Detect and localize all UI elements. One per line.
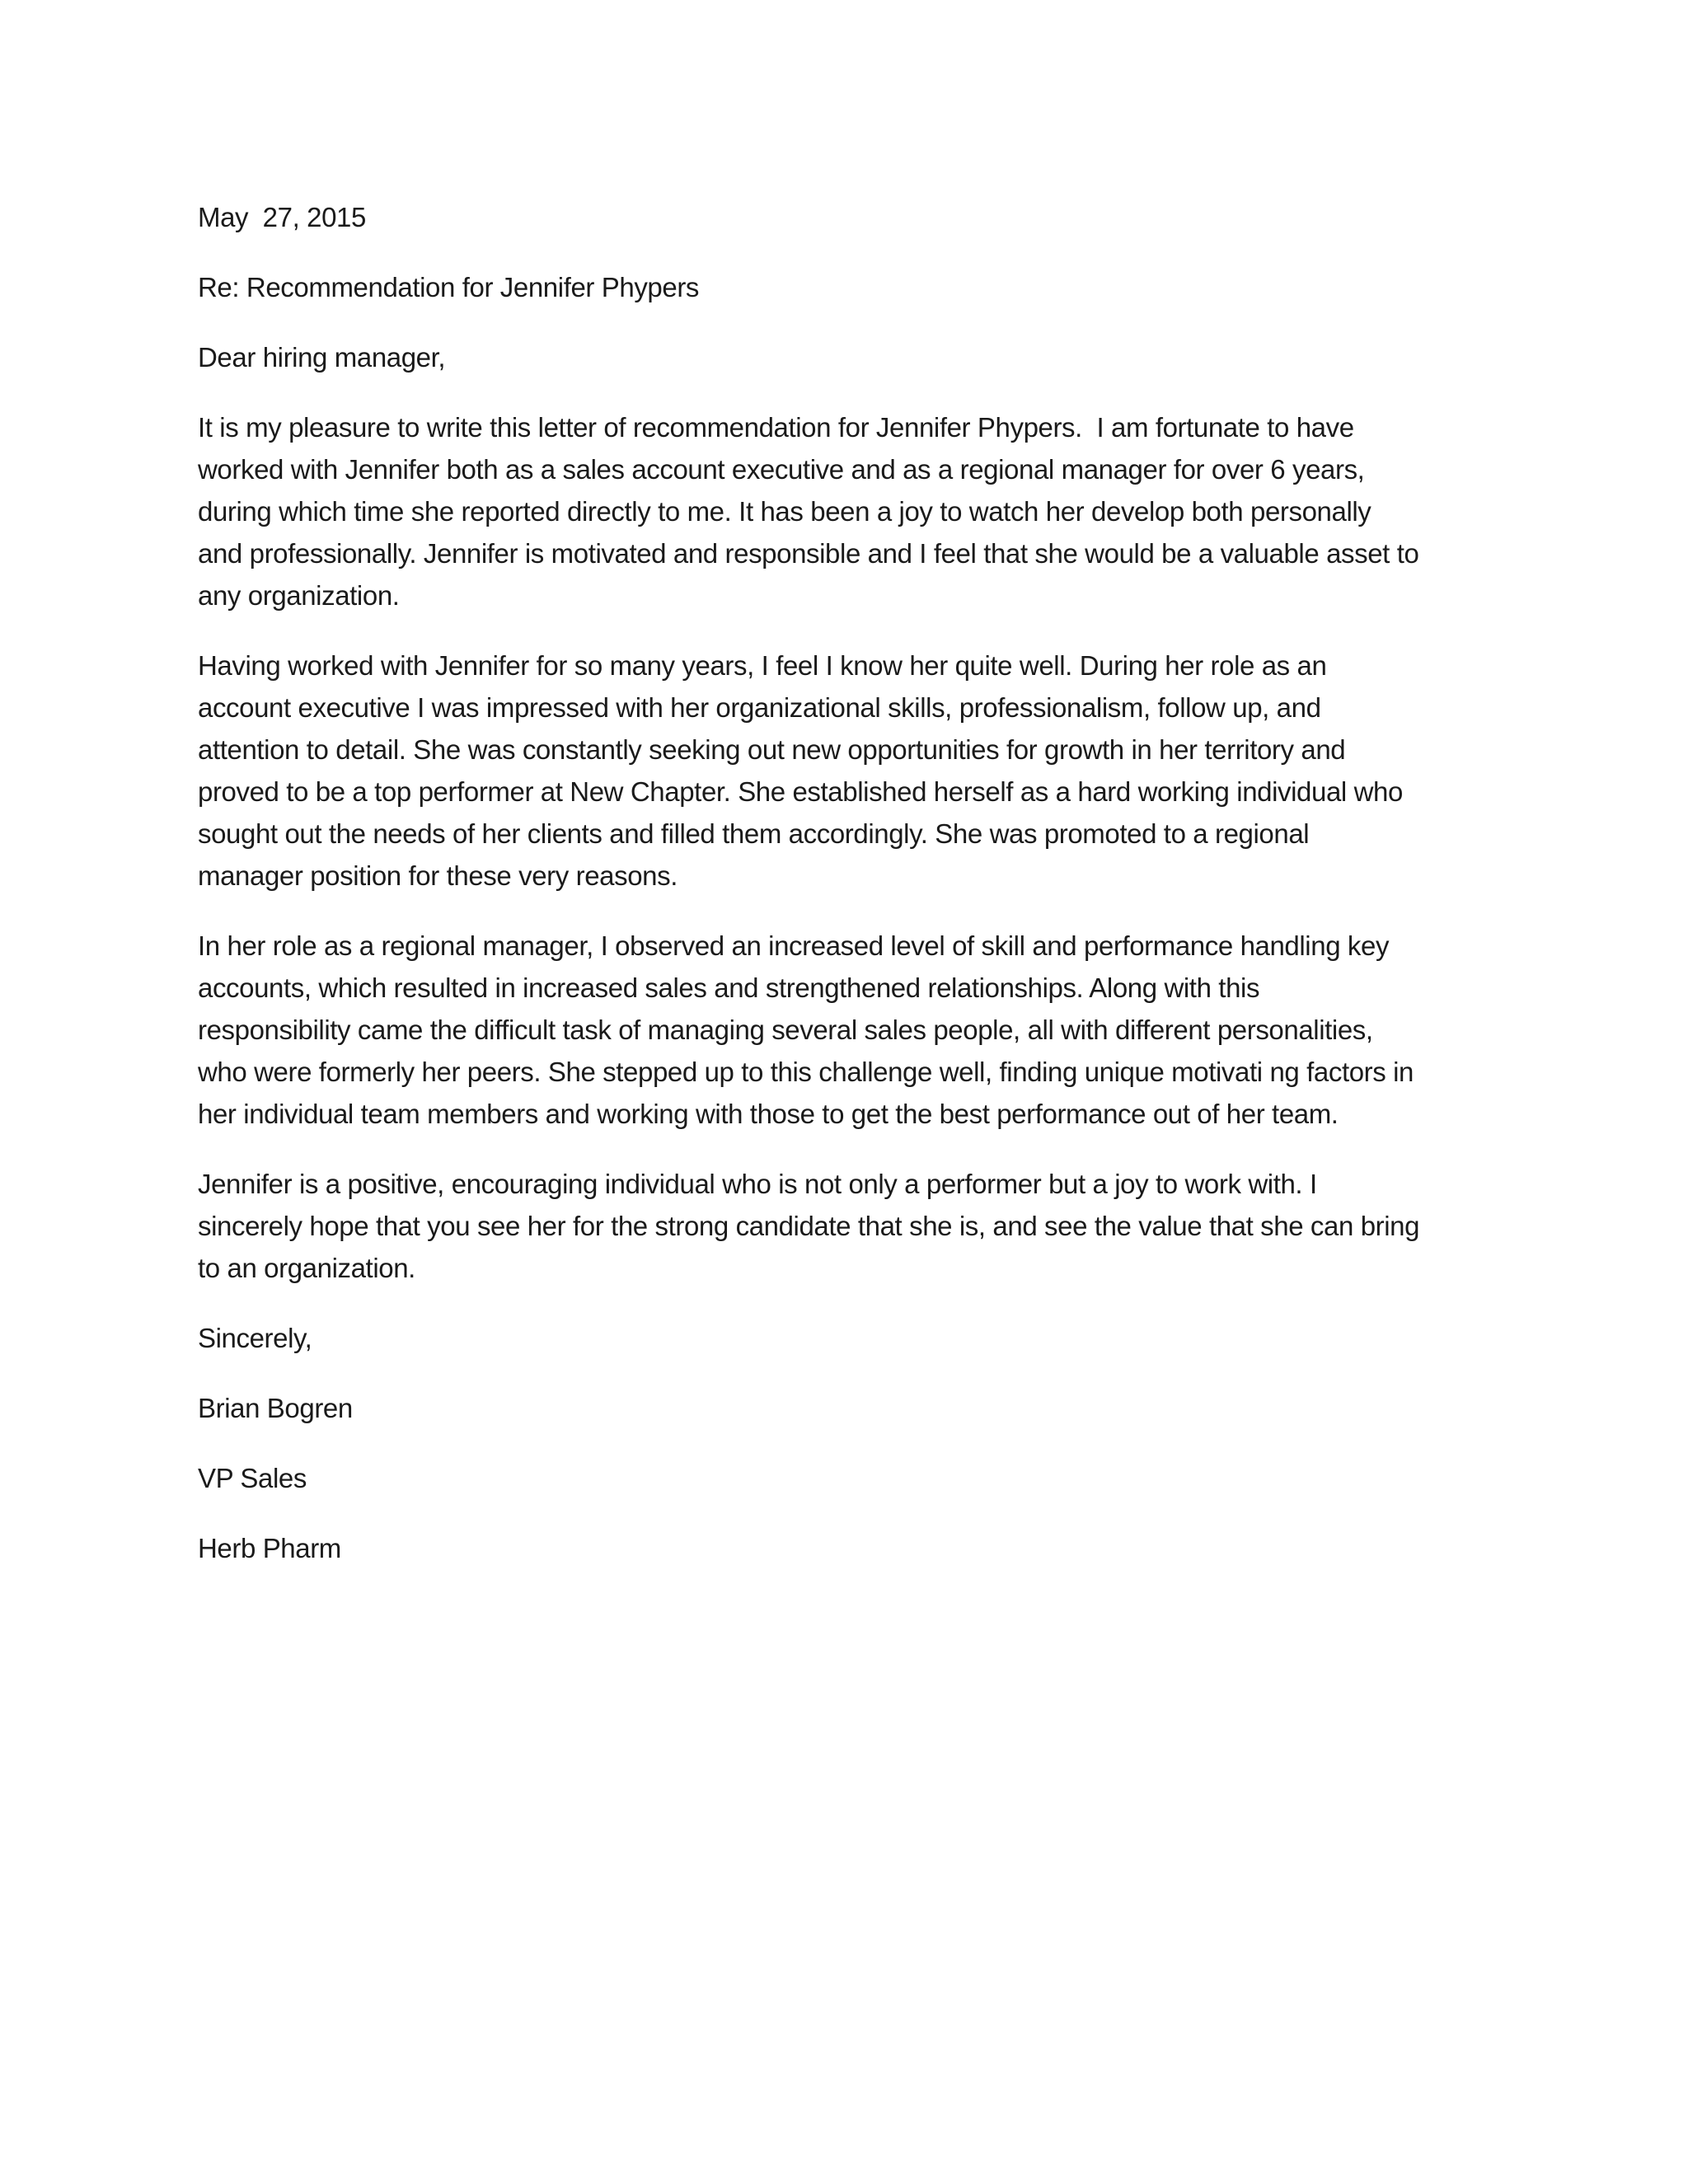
body-paragraph-1: It is my pleasure to write this letter of recommendation for Jennifer Phypers. I am fortunate to have worked with Jennifer both as a sales account executive and as a regional manager for over 6 years, during which time she reported directly to me. It has been a joy to watch her develop both personally and professionally. Jennifer is motivated and responsible and I feel that she would be a valuable asset to any organization. (198, 412, 1419, 611)
body-paragraph-3: In her role as a regional manager, I observed an increased level of skill and performance handling key accounts, which resulted in increased sales and strengthened relationships. Along with this responsibility came the difficult task of managing several sales people, all with different personalities, who were formerly her peers. She stepped up to this challenge well, finding unique motivati ng factors in her individual team members and working with those to get the best performance out of her team. (198, 930, 1414, 1129)
letter-closing: Sincerely, (198, 1323, 312, 1353)
recommendation-letter (198, 196, 1500, 1597)
letter-date: May 27, 2015 (198, 202, 366, 232)
body-paragraph-2: Having worked with Jennifer for so many years, I feel I know her quite well. During her role as an account executive I was impressed with her organizational skills, professionalism, follow up, and attention to detail. She was constantly seeking out new opportunities for growth in her territory and proved to be a top performer at New Chapter. She established herself as a hard working individual who sought out the needs of her clients and filled them accordingly. She was promoted to a regional manager position for these very reasons. (198, 650, 1403, 891)
signer-company: Herb Pharm (198, 1533, 341, 1563)
signer-name: Brian Bogren (198, 1393, 353, 1423)
letter-salutation: Dear hiring manager, (198, 342, 446, 373)
body-paragraph-4: Jennifer is a positive, encouraging individual who is not only a performer but a joy to work with. I sincerely hope that you see her for the strong candidate that she is, and see the value that she can bring to an organization. (198, 1169, 1420, 1283)
letter-subject: Re: Recommendation for Jennifer Phypers (198, 272, 700, 302)
signer-title: VP Sales (198, 1463, 307, 1493)
